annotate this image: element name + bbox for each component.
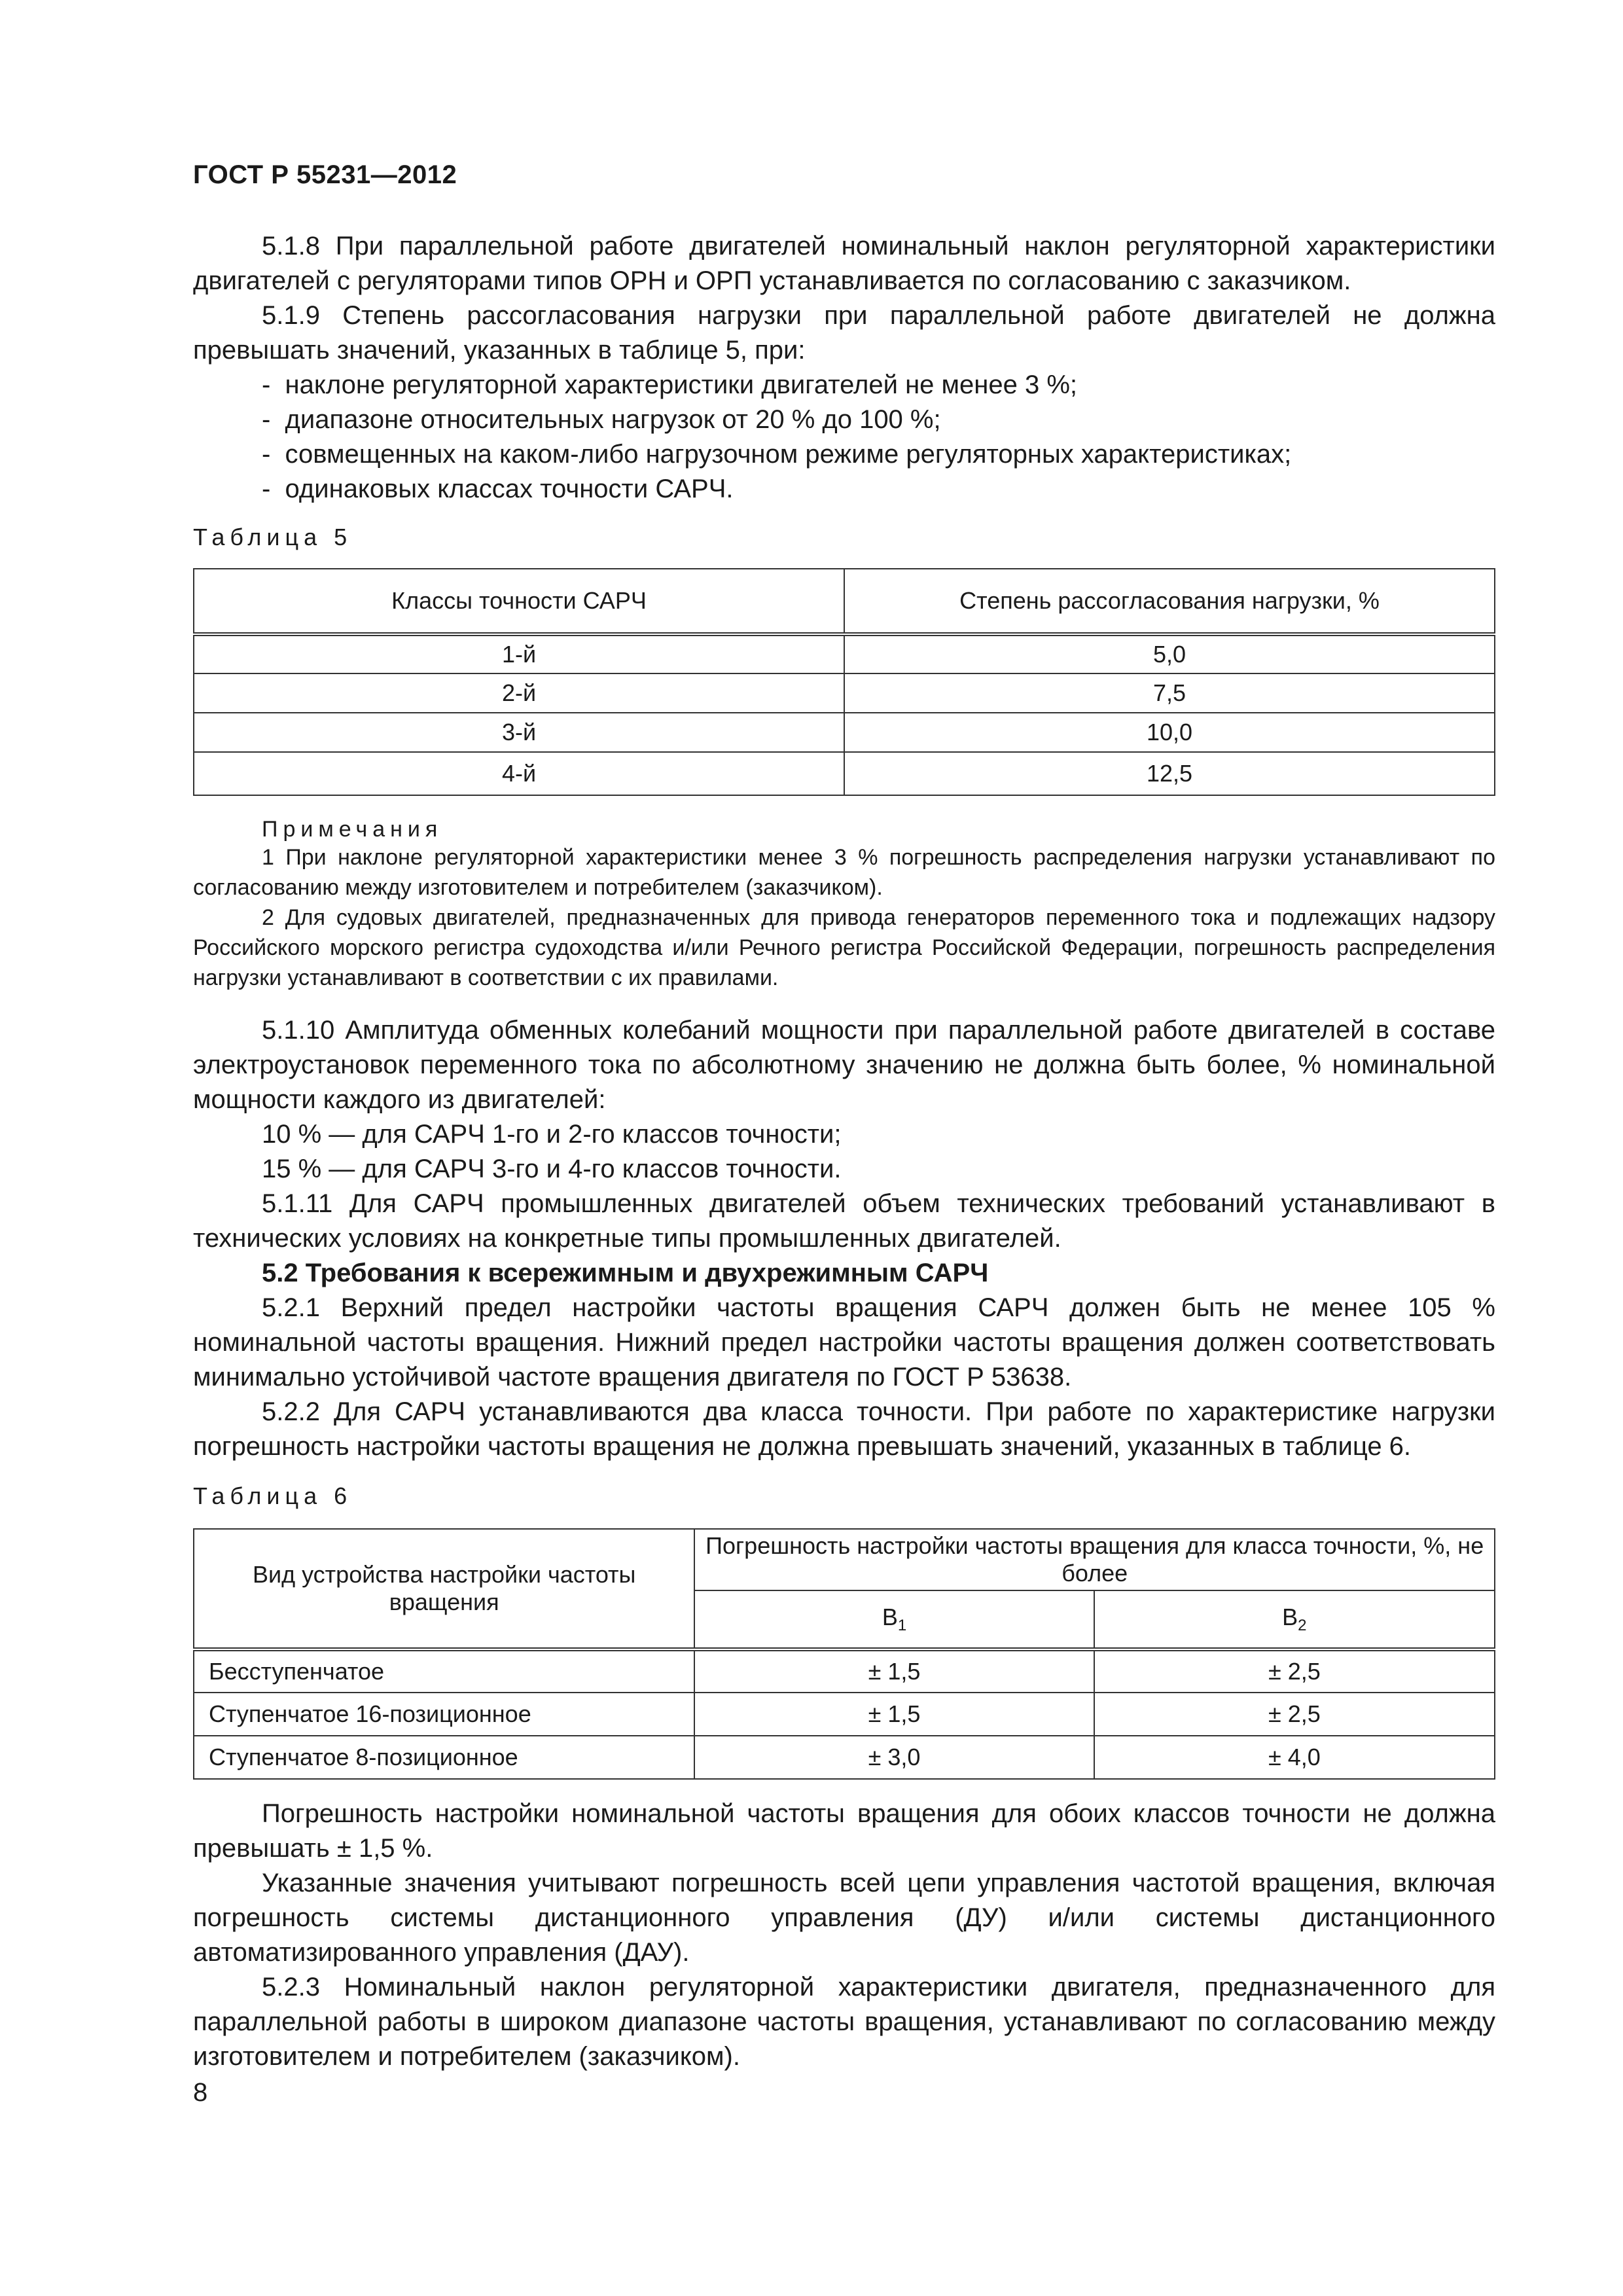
table-5 xyxy=(193,568,1495,796)
table-row xyxy=(194,713,1495,752)
paragraph-5-2-3: 5.2.3 Номинальный наклон регуляторной характеристики двигателя, предназначенного для параллельной работы в широком диапазоне частоты вращения, устанавливают по согласованию между изготовителем и потребителем (заказчиком). xyxy=(193,1973,1495,2071)
paragraph-5-1-9: 5.1.9 Степень рассогласования нагрузки при параллельной работе двигателей не должна превышать значений, указанных в таблице 5, при: xyxy=(193,301,1495,365)
paragraph-5-1-11: 5.1.11 Для САРЧ промышленных двигателей объем технических требований устанавливают в технических условиях на конкретные типы промышленных двигателей. xyxy=(193,1189,1495,1253)
table-cell: 10,0 xyxy=(844,713,1495,752)
table-6-caption: Таблица 6 xyxy=(193,1482,353,1509)
paragraph-5-1-10: 5.1.10 Амплитуда обменных колебаний мощности при параллельной работе двигателей в составе электроустановок переменного тока по абсолютному значению не должна быть более, % номинальной мощности каждого из двигателей: xyxy=(193,1016,1495,1114)
table-cell: Ступенчатое 16-позиционное xyxy=(194,1693,694,1736)
table-row xyxy=(194,1649,1495,1693)
table-cell: ± 1,5 xyxy=(694,1649,1094,1693)
notes-title: Примечания xyxy=(262,817,443,842)
table-cell: 12,5 xyxy=(844,752,1495,795)
table-5-notes xyxy=(193,817,1495,993)
table-cell: 7,5 xyxy=(844,673,1495,713)
table-cell: 4-й xyxy=(194,752,844,795)
table-cell: ± 2,5 xyxy=(1094,1649,1495,1693)
table-6-caption-wrap xyxy=(193,1482,1495,1510)
table-6 xyxy=(193,1528,1495,1780)
mid-paragraphs xyxy=(193,1013,1495,1464)
table-5-header-mismatch: Степень рассогласования нагрузки, % xyxy=(844,569,1495,634)
amplitude-line-2: 15 % — для САРЧ 3-го и 4-го классов точности. xyxy=(262,1155,842,1183)
table-5-header-class: Классы точности САРЧ xyxy=(194,569,844,634)
document-header: ГОСТ Р 55231—2012 xyxy=(193,160,457,189)
table-cell: 3-й xyxy=(194,713,844,752)
note-2: 2 Для судовых двигателей, предназначенных для привода генераторов переменного тока и подлежащих надзору Российского морского регистра судоходства и/или Речного регистра Российской Федерации, погрешность распределения нагрузки устанавливают в соответствии с их правилами. xyxy=(193,905,1495,990)
section-title-5-2: 5.2 Требования к всережимным и двухрежимным САРЧ xyxy=(262,1259,989,1287)
table-header-row xyxy=(194,1529,1495,1590)
table-6-header-group: Погрешность настройки частоты вращения для класса точности, %, не более xyxy=(694,1529,1495,1590)
table-row xyxy=(194,1693,1495,1736)
paragraph-tolerance: Погрешность настройки номинальной частоты вращения для обоих классов точности не должна превышать ± 1,5 %. xyxy=(193,1799,1495,1863)
paragraph-5-2-2: 5.2.2 Для САРЧ устанавливаются два класса точности. При работе по характеристике нагрузки погрешность настройки частоты вращения не должна превышать значений, указанных в таблице 6. xyxy=(193,1397,1495,1461)
table-row xyxy=(194,634,1495,673)
list-item: - одинаковых классах точности САРЧ. xyxy=(193,472,1495,507)
paragraph-values-note: Указанные значения учитывают погрешность всей цепи управления частотой вращения, включая погрешность системы дистанционного управления (ДУ) и/или системы дистанционного автоматизированного управления (ДАУ). xyxy=(193,1869,1495,1967)
amplitude-line-1: 10 % — для САРЧ 1-го и 2-го классов точности; xyxy=(262,1120,842,1149)
table-6-header-class-1: $В_1$ xyxy=(694,1590,1094,1649)
list-item: - наклоне регуляторной характеристики двигателей не менее 3 %; xyxy=(193,368,1495,403)
table-6-header-device: Вид устройства настройки частоты вращения xyxy=(194,1529,694,1649)
top-paragraphs xyxy=(193,229,1495,507)
table-5-caption: Таблица 5 xyxy=(193,524,353,550)
table-cell: ± 3,0 xyxy=(694,1736,1094,1779)
note-1: 1 При наклоне регуляторной характеристики менее 3 % погрешность распределения нагрузки устанавливают по согласованию между изготовителем и потребителем (заказчиком). xyxy=(193,845,1495,900)
table-cell: Бесступенчатое xyxy=(194,1649,694,1693)
table-6-header-class-2: $В_2$ xyxy=(1094,1590,1495,1649)
page-number: 8 xyxy=(193,2078,208,2107)
list-item: - совмещенных на каком-либо нагрузочном режиме регуляторных характеристиках; xyxy=(193,437,1495,472)
table-cell: ± 4,0 xyxy=(1094,1736,1495,1779)
table-5-caption-wrap xyxy=(193,524,1495,551)
bottom-paragraphs xyxy=(193,1797,1495,2074)
table-row xyxy=(194,673,1495,713)
table-cell: 2-й xyxy=(194,673,844,713)
paragraph-5-1-8: 5.1.8 При параллельной работе двигателей номинальный наклон регуляторной характеристики двигателей с регуляторами типов ОРН и ОРП устанавливается по согласованию с заказчиком. xyxy=(193,232,1495,295)
table-cell: ± 1,5 xyxy=(694,1693,1094,1736)
table-cell: ± 2,5 xyxy=(1094,1693,1495,1736)
table-row xyxy=(194,752,1495,795)
table-header-row xyxy=(194,569,1495,634)
table-cell: 1-й xyxy=(194,634,844,673)
table-row xyxy=(194,1736,1495,1779)
table-cell: Ступенчатое 8-позиционное xyxy=(194,1736,694,1779)
list-item: - диапазоне относительных нагрузок от 20 % до 100 %; xyxy=(193,403,1495,437)
paragraph-5-2-1: 5.2.1 Верхний предел настройки частоты вращения САРЧ должен быть не менее 105 % номинальной частоты вращения. Нижний предел настройки частоты вращения должен соответствовать минимально устойчивой частоте вращения двигателя по ГОСТ Р 53638. xyxy=(193,1293,1495,1391)
table-cell: 5,0 xyxy=(844,634,1495,673)
